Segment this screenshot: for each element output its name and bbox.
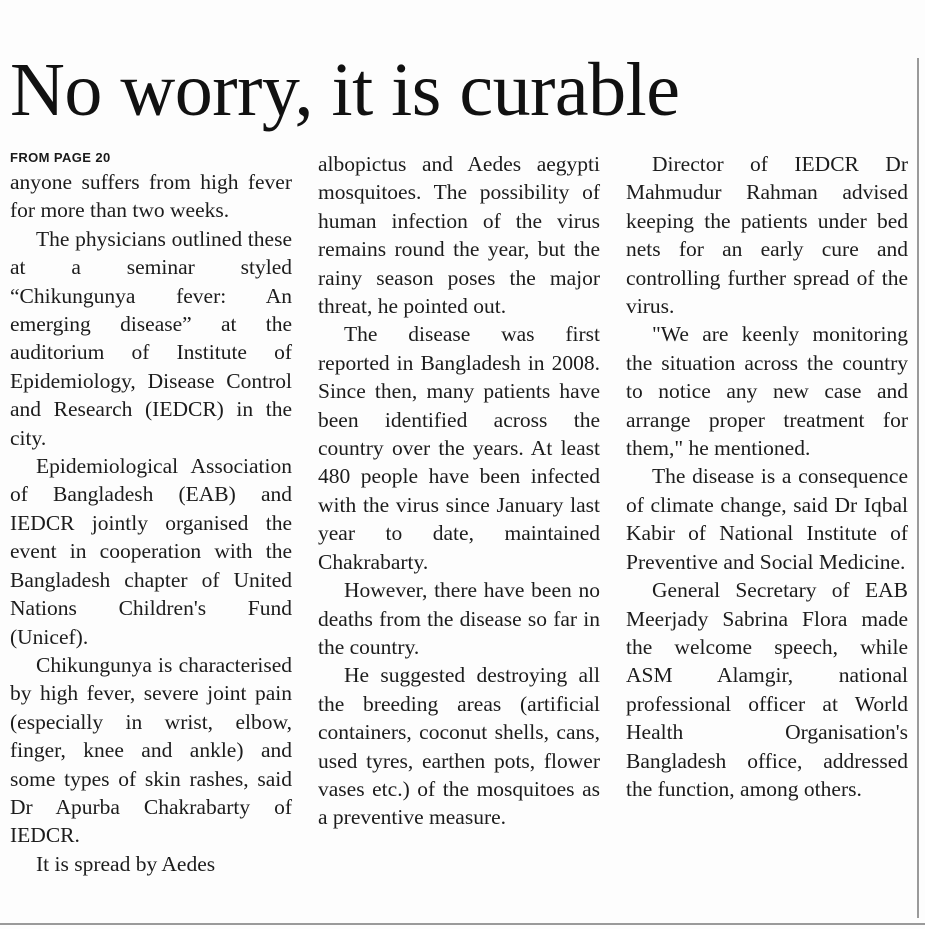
paragraph: anyone suffers from high fever for more than two weeks. (10, 170, 292, 223)
paragraph: Director of IEDCR Dr Mahmudur Rahman advised keeping the patients under bed nets for an early cure and controlling further spread of the virus. (626, 152, 908, 319)
headline: No worry, it is curable (10, 48, 680, 132)
paragraph: The disease is a consequence of climate change, said Dr Iqbal Kabir of National Institute of Preventive and Social Medicine. (626, 464, 908, 574)
paragraph: "We are keenly monitoring the situation across the country to notice any new case and arrange proper treatment for them," he mentioned. (626, 322, 908, 461)
paragraph: He suggested destroying all the breeding areas (artificial containers, coconut shells, cans, used tyres, earthen pots, flower vases etc.) of the mosquitoes as a preventive measure. (318, 663, 600, 830)
paragraph: General Secretary of EAB Meerjady Sabrina Flora made the welcome speech, while ASM Alamgir, national professional officer at World Health Organisation's Bangladesh office, addressed the function, among others. (626, 578, 908, 801)
article-body (10, 150, 910, 915)
column-1 (10, 150, 292, 915)
paragraph: The disease was first reported in Bangladesh in 2008. Since then, many patients have been identified across the country over the years. At least 480 people have been infected with the virus since January last year to date, maintained Chakrabarty. (318, 322, 600, 574)
column-rule-right (917, 58, 919, 918)
column-2 (318, 150, 600, 915)
paragraph: It is spread by Aedes (36, 851, 216, 876)
paragraph: albopictus and Aedes aegypti mosquitoes. The possibility of human infection of the virus remains round the year, but the rainy season poses the major threat, he pointed out. (318, 152, 600, 319)
paragraph: Epidemiological Association of Bangladesh (EAB) and IEDCR jointly organised the event in cooperation with the Bangladesh chapter of United Nations Children's Fund (Unicef). (10, 454, 292, 649)
bottom-rule (0, 923, 925, 925)
paragraph: The physicians outlined these at a seminar styled “Chikungunya fever: An emerging disease” at the auditorium of Institute of Epidemiology, Disease Control and Research (IEDCR) in the city. (10, 226, 292, 450)
paragraph: However, there have been no deaths from the disease so far in the country. (318, 578, 600, 659)
jump-line: FROM PAGE 20 (10, 150, 111, 165)
paragraph: Chikungunya is characterised by high fever, severe joint pain (especially in wrist, elbow, finger, knee and ankle) and some types of skin rashes, said Dr Apurba Chakrabarty of IEDCR. (10, 652, 292, 848)
column-3 (626, 150, 908, 915)
